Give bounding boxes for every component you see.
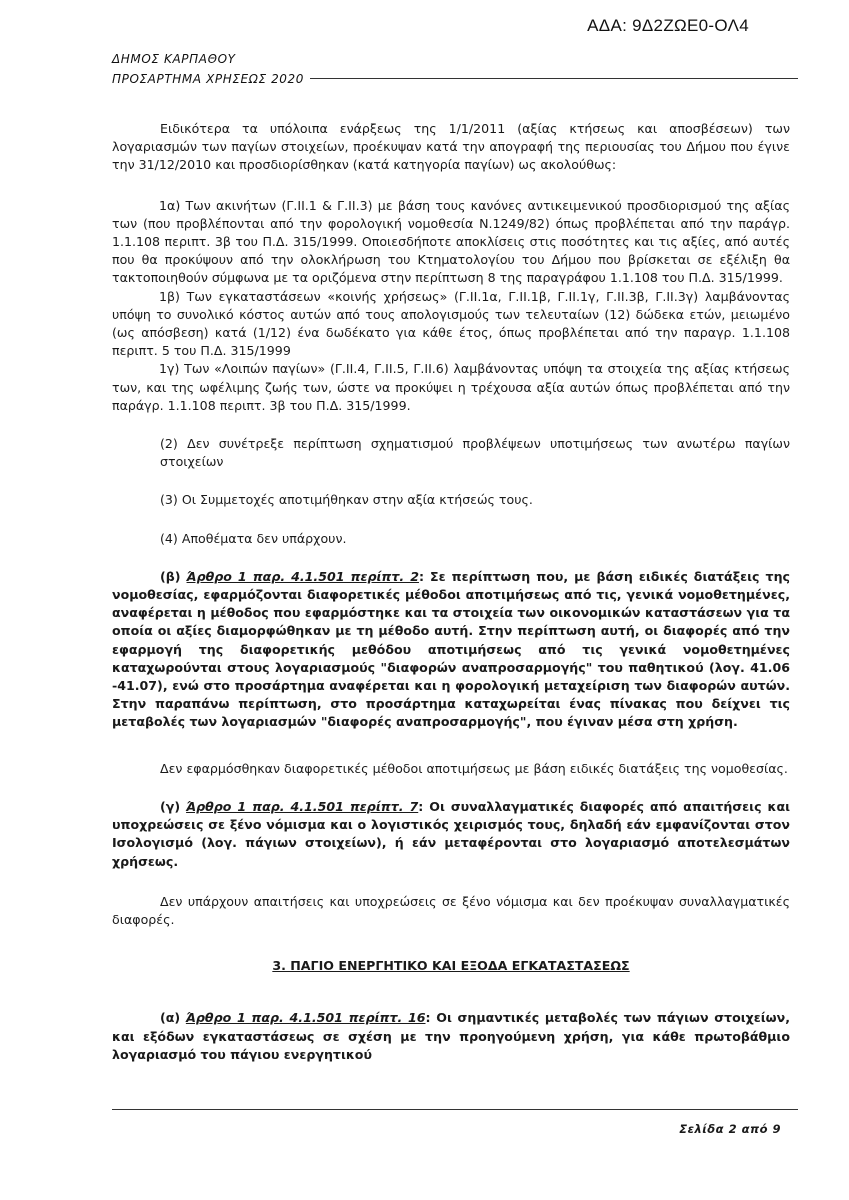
article-g-reference: Άρθρο 1 παρ. 4.1.501 περίπτ. 7 xyxy=(186,798,419,814)
paragraph-3: (3) Οι Συμμετοχές αποτιμήθηκαν στην αξία κτήσεώς τους. xyxy=(160,492,533,508)
footer-rule xyxy=(112,1109,798,1110)
document-subtitle: ΠΡΟΣΑΡΤΗΜΑ ΧΡΗΣΕΩΣ 2020 xyxy=(112,72,305,86)
article-g-paragraph xyxy=(112,798,790,871)
document-body xyxy=(112,120,790,1064)
article-a-text: : Οι σημαντικές μεταβολές των πάγιων στοιχείων, και εξόδων εγκαταστάσεως σε σχέση με την προηγούμενη χρήση, για κάθε πρωτοβάθμιο λογαριασμό του πάγιου ενεργητικού xyxy=(112,1010,790,1062)
article-g-text: : Οι συναλλαγματικές διαφορές από απαιτήσεις και υποχρεώσεις σε ξένο νόμισμα και ο λογιστικός χειρισμός τους, δηλαδή εάν εμφανίζονται στον Ισολογισμό (λογ. πάγιων στοιχείων), ή εάν μεταφέρονται στο λογαριασμό αποτελεσμάτων χρήσεως. xyxy=(112,798,791,869)
ada-code: ΑΔΑ: 9Δ2ΖΩΕ0-ΟΛ4 xyxy=(587,16,749,35)
article-g-answer: Δεν υπάρχουν απαιτήσεις και υποχρεώσεις σε ξένο νόμισμα και δεν προέκυψαν συναλλαγματικές διαφορές. xyxy=(112,893,790,927)
paragraph-4: (4) Αποθέματα δεν υπάρχουν. xyxy=(160,530,347,546)
intro-paragraph: Ειδικότερα τα υπόλοιπα ενάρξεως της 1/1/2011 (αξίας κτήσεως και αποσβέσεων) των λογαριασμών των παγίων στοιχείων, προέκυψαν κατά την απογραφή της περιουσίας του Δήμου που έγινε την 31/12/2010 και προσδιορίσθηκαν (κατά κατηγορία παγίων) ως ακολούθως: xyxy=(112,121,790,173)
article-a-paragraph xyxy=(112,1009,790,1064)
page-number: Σελίδα 2 από 9 xyxy=(679,1122,781,1136)
article-b-answer: Δεν εφαρμόσθηκαν διαφορετικές μέθοδοι αποτιμήσεως με βάση ειδικές διατάξεις της νομοθεσίας. xyxy=(160,760,788,776)
article-b-text: : Σε περίπτωση που, με βάση ειδικές διατάξεις της νομοθεσίας, εφαρμόζονται διαφορετικές μέθοδοι αποτιμήσεως από τις, γενικά νομοθετημένες, αναφέρεται η μέθοδος που εφαρμόστηκε και τα στοιχεία των οικονομικών καταστάσεων για τα οποία οι αξίες διαμορφώθηκαν με τη μέθοδο αυτή. Στην περίπτωση αυτή, οι διαφορές από την εφαρμογή της διαφορετικής μεθόδου αποτιμήσεως από τις γενικά νομοθετημένες καταχωρούνται στους λογαριασμούς "διαφορών αναπροσαρμογής" του παθητικού (λογ. 41.06 -41.07), ενώ στο προσάρτημα αναφέρεται και η φορολογική μεταχείριση των διαφορών αυτών. Στην παραπάνω περίπτωση, στο προσάρτημα καταχωρείται ένας πίνακας που δείχνει τις μεταβολές των λογαριασμών "διαφορές αναπροσαρμογής", που έγιναν μέσα στη χρήση. xyxy=(112,568,790,730)
municipality-header: ΔΗΜΟΣ ΚΑΡΠΑΘΟΥ xyxy=(112,52,236,66)
article-a-reference: Άρθρο 1 παρ. 4.1.501 περίπτ. 16 xyxy=(185,1010,426,1026)
paragraph-1b: 1β) Των εγκαταστάσεων «κοινής χρήσεως» (Γ.ΙΙ.1α, Γ.ΙΙ.1β, Γ.ΙΙ.1γ, Γ.ΙΙ.3β, Γ.ΙΙ.3γ) λαμβάνοντας υπόψη το συνολικό κόστος αυτών από τους απολογισμούς των τελευταίων (12) δώδεκα ετών, μειωμένο (ως απόσβεση) κατά (1/12) ένα δωδέκατο για κάθε έτος, όπως προβλέπεται από την παραγρ. 1.1.108 περιπτ. 5 του Π.Δ. 315/1999 xyxy=(112,288,790,359)
section-3-title: 3. ΠΑΓΙΟ ΕΝΕΡΓΗΤΙΚΟ ΚΑΙ ΕΞΟΔΑ ΕΓΚΑΤΑΣΤΑΣΕΩΣ xyxy=(272,958,630,974)
article-b-reference: Άρθρο 1 παρ. 4.1.501 περίπτ. 2 xyxy=(186,568,419,584)
article-b-label: (β) xyxy=(160,568,181,584)
header-rule xyxy=(310,78,798,79)
article-a-label: (α) xyxy=(160,1010,181,1026)
article-g-label: (γ) xyxy=(160,798,181,814)
paragraph-2: (2) Δεν συνέτρεξε περίπτωση σχηματισμού προβλέψεων υποτιμήσεως των ανωτέρω παγίων στοιχείων xyxy=(160,436,790,470)
article-b-paragraph xyxy=(112,568,790,732)
paragraph-1c: 1γ) Των «Λοιπών παγίων» (Γ.ΙΙ.4, Γ.ΙΙ.5, Γ.ΙΙ.6) λαμβάνοντας υπόψη τα στοιχεία της αξίας κτήσεως των, και της ωφέλιμης ζωής των, ώστε να προκύψει η τρέχουσα αξία αυτών όπως προβλέπεται από την παράγρ. 1.1.108 περιπτ. 3β του Π.Δ. 315/1999. xyxy=(112,361,790,413)
paragraph-1a: 1α) Των ακινήτων (Γ.ΙΙ.1 & Γ.ΙΙ.3) με βάση τους κανόνες αντικειμενικού προσδιορισμού της αξίας των (που προβλέπονται από την φορολογική νομοθεσία Ν.1249/82) όπως προβλέπεται από την παράγρ. 1.1.108 περιπτ. 3β του Π.Δ. 315/1999. Οποιεσδήποτε αποκλίσεις στις ποσότητες και τις αξίες, από αυτές που θα προκύψουν από την ολοκλήρωση του Κτηματολογίου του Δήμου που βρίσκεται σε εξέλιξη θα τακτοποιηθούν σύμφωνα με τα οριζόμενα στην περίπτωση 8 της παραγράφου 1.1.108 του Π.Δ. 315/1999. xyxy=(112,197,790,286)
